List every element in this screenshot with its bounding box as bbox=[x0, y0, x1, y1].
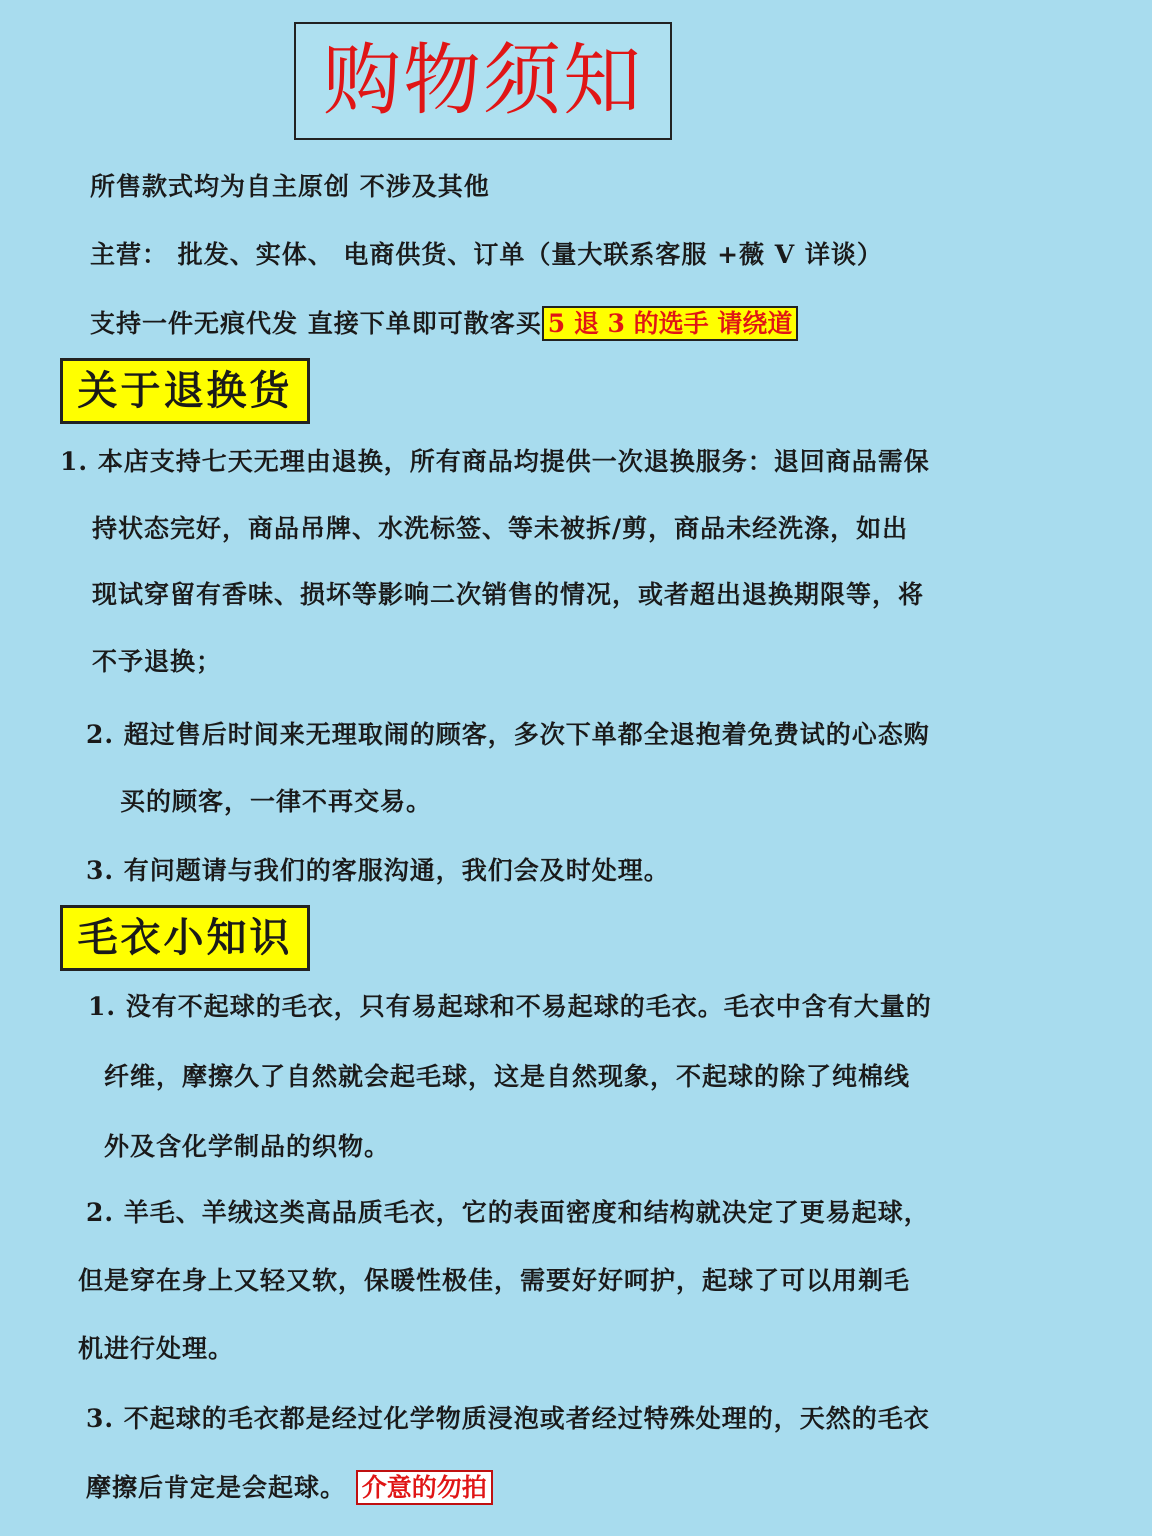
warning-highlight: 5 退 3 的选手 请绕道 bbox=[542, 306, 799, 341]
intro-line-2: 主营： 批发、实体、 电商供货、订单（量大联系客服 +薇 V 详谈） bbox=[90, 240, 883, 269]
sweater-item-2-line-3: 机进行处理。 bbox=[78, 1334, 235, 1363]
returns-item-1-line-2: 持状态完好，商品吊牌、水洗标签、等未被拆/剪，商品未经洗涤，如出 bbox=[92, 514, 909, 543]
sweater-item-3-line-2 bbox=[86, 1470, 493, 1505]
page-title: 购物须知 bbox=[322, 36, 643, 126]
intro-line-3-text: 支持一件无痕代发 直接下单即可散客买 bbox=[90, 309, 542, 338]
sweater-heading: 毛衣小知识 bbox=[60, 905, 310, 971]
returns-item-1-line-3: 现试穿留有香味、损坏等影响二次销售的情况，或者超出退换期限等，将 bbox=[92, 580, 925, 609]
sweater-item-3-line-2-text: 摩擦后肯定是会起球。 bbox=[86, 1473, 347, 1502]
sweater-item-1-line-2: 纤维，摩擦久了自然就会起毛球，这是自然现象，不起球的除了纯棉线 bbox=[104, 1062, 911, 1091]
intro-line-3 bbox=[90, 306, 798, 341]
returns-item-2-line-2: 买的顾客，一律不再交易。 bbox=[120, 787, 433, 816]
returns-item-3: 3. 有问题请与我们的客服沟通，我们会及时处理。 bbox=[86, 856, 670, 885]
returns-item-1-line-4: 不予退换； bbox=[92, 647, 223, 676]
sweater-item-2-line-1: 2. 羊毛、羊绒这类高品质毛衣，它的表面密度和结构就决定了更易起球， bbox=[86, 1198, 930, 1227]
sweater-item-1-line-3: 外及含化学制品的织物。 bbox=[104, 1132, 391, 1161]
sweater-item-1-line-1: 1. 没有不起球的毛衣，只有易起球和不易起球的毛衣。毛衣中含有大量的 bbox=[88, 992, 932, 1021]
caution-highlight: 介意的勿拍 bbox=[356, 1470, 493, 1505]
sweater-item-3-line-1: 3. 不起球的毛衣都是经过化学物质浸泡或者经过特殊处理的，天然的毛衣 bbox=[86, 1404, 930, 1433]
returns-item-2-line-1: 2. 超过售后时间来无理取闹的顾客，多次下单都全退抱着免费试的心态购 bbox=[86, 720, 930, 749]
returns-heading: 关于退换货 bbox=[60, 358, 310, 424]
intro-line-1: 所售款式均为自主原创 不涉及其他 bbox=[90, 172, 490, 201]
title-box bbox=[294, 22, 672, 140]
returns-item-1-line-1: 1. 本店支持七天无理由退换，所有商品均提供一次退换服务：退回商品需保 bbox=[60, 447, 930, 476]
sweater-item-2-line-2: 但是穿在身上又轻又软，保暖性极佳，需要好好呵护，起球了可以用剃毛 bbox=[78, 1266, 911, 1295]
